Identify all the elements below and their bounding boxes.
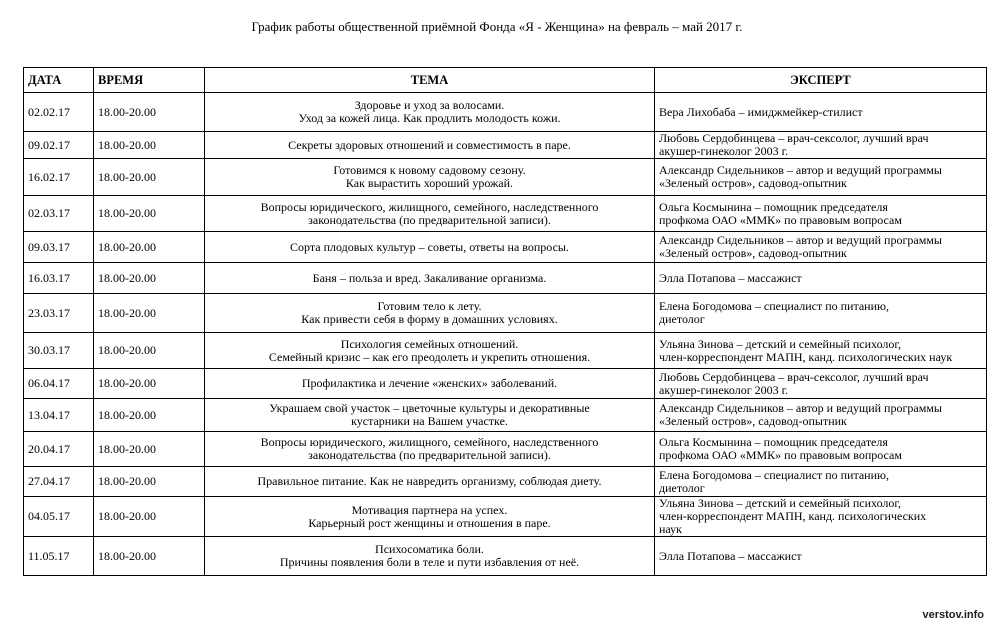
topic-cell <box>205 159 655 196</box>
topic-line: Правильное питание. Как не навредить организму, соблюдая диету. <box>257 474 602 488</box>
table-row <box>24 159 987 196</box>
date-cell: 16.02.17 <box>24 159 94 196</box>
table-row <box>24 263 987 294</box>
topic-line: Сорта плодовых культур – советы, ответы на вопросы. <box>290 239 569 254</box>
date-cell: 20.04.17 <box>24 432 94 467</box>
table-row <box>24 369 987 399</box>
expert-cell <box>655 159 987 196</box>
topic-line: Как привести себя в форму в домашних условиях. <box>301 312 558 326</box>
topic-line: Вопросы юридического, жилищного, семейного, наследственного <box>260 199 599 214</box>
expert-line: Элла Потапова – массажист <box>659 270 802 285</box>
table-row <box>24 333 987 369</box>
topic-line: законодательства (по предварительной записи). <box>308 212 551 227</box>
time-cell: 18.00-20.00 <box>94 294 205 333</box>
expert-line: Любовь Сердобинцева – врач-сексолог, лучший врач <box>659 131 929 145</box>
time-cell: 18.00-20.00 <box>94 399 205 432</box>
expert-line: Александр Сидельников – автор и ведущий программы <box>659 163 942 177</box>
time-cell: 18.00-20.00 <box>94 432 205 467</box>
expert-line: «Зеленый остров», садовод-опытник <box>659 414 847 428</box>
topic-line: законодательства (по предварительной записи). <box>308 448 551 462</box>
date-cell: 23.03.17 <box>24 294 94 333</box>
topic-cell <box>205 263 655 294</box>
expert-cell <box>655 196 987 232</box>
expert-line: член-корреспондент МАПН, канд. психологических <box>659 509 927 523</box>
date-cell: 27.04.17 <box>24 467 94 497</box>
time-cell: 18.00-20.00 <box>94 333 205 369</box>
topic-line: Мотивация партнера на успех. <box>351 502 508 517</box>
expert-line: Ульяна Зинова – детский и семейный психолог, <box>659 496 901 510</box>
table-header-row <box>24 68 987 93</box>
topic-cell <box>205 93 655 132</box>
date-cell: 02.02.17 <box>24 93 94 132</box>
topic-cell <box>205 432 655 467</box>
time-cell: 18.00-20.00 <box>94 467 205 497</box>
expert-line: Элла Потапова – массажист <box>659 548 802 563</box>
table-row <box>24 467 987 497</box>
table-row <box>24 432 987 467</box>
topic-cell <box>205 467 655 497</box>
column-header-topic: ТЕМА <box>205 68 655 93</box>
expert-cell <box>655 497 987 537</box>
date-cell: 11.05.17 <box>24 537 94 576</box>
topic-line: Готовимся к новому садовому сезону. <box>333 163 526 177</box>
expert-cell <box>655 369 987 399</box>
expert-line: член-корреспондент МАПН, канд. психологических наук <box>659 349 953 364</box>
topic-line: Психология семейных отношений. <box>340 336 519 351</box>
time-cell: 18.00-20.00 <box>94 93 205 132</box>
expert-line: Александр Сидельников – автор и ведущий программы <box>659 233 942 247</box>
table-row <box>24 196 987 232</box>
topic-line: Уход за кожей лица. Как продлить молодость кожи. <box>298 111 561 125</box>
expert-line: Ольга Космынина – помощник председателя <box>659 435 888 449</box>
date-cell: 09.02.17 <box>24 132 94 159</box>
expert-cell <box>655 432 987 467</box>
date-cell: 13.04.17 <box>24 399 94 432</box>
date-cell: 30.03.17 <box>24 333 94 369</box>
topic-cell <box>205 333 655 369</box>
table-row <box>24 537 987 576</box>
table-row <box>24 399 987 432</box>
expert-line: Любовь Сердобинцева – врач-сексолог, лучший врач <box>659 369 929 384</box>
topic-cell <box>205 132 655 159</box>
time-cell: 18.00-20.00 <box>94 263 205 294</box>
topic-cell <box>205 537 655 576</box>
expert-cell <box>655 467 987 497</box>
time-cell: 18.00-20.00 <box>94 369 205 399</box>
time-cell: 18.00-20.00 <box>94 132 205 159</box>
expert-cell <box>655 333 987 369</box>
expert-line: Ольга Космынина – помощник председателя <box>659 199 888 214</box>
time-cell: 18.00-20.00 <box>94 497 205 537</box>
topic-line: кустарники на Вашем участке. <box>351 414 508 428</box>
expert-line: акушер-гинеколог 2003 г. <box>659 144 789 158</box>
time-cell: 18.00-20.00 <box>94 232 205 263</box>
table-row <box>24 132 987 159</box>
date-cell: 09.03.17 <box>24 232 94 263</box>
watermark: verstov.info <box>922 609 984 621</box>
topic-line: Карьерный рост женщины и отношения в паре. <box>308 515 551 530</box>
page-title: График работы общественной приёмной Фонда «Я - Женщина» на февраль – май 2017 г. <box>251 19 743 34</box>
expert-cell <box>655 537 987 576</box>
expert-line: «Зеленый остров», садовод-опытник <box>659 176 847 190</box>
expert-cell <box>655 93 987 132</box>
time-cell: 18.00-20.00 <box>94 159 205 196</box>
expert-cell <box>655 263 987 294</box>
topic-line: Причины появления боли в теле и пути избавления от неё. <box>279 555 580 569</box>
expert-line: Елена Богодомова – специалист по питанию, <box>659 299 889 313</box>
topic-cell <box>205 294 655 333</box>
expert-line: Елена Богодомова – специалист по питанию, <box>659 467 889 482</box>
table-row <box>24 497 987 537</box>
table-body <box>24 93 987 576</box>
table-row <box>24 93 987 132</box>
topic-line: Психосоматика боли. <box>375 542 484 556</box>
expert-line: профкома ОАО «ММК» по правовым вопросам <box>659 212 902 227</box>
column-header-date: ДАТА <box>24 68 94 93</box>
topic-cell <box>205 369 655 399</box>
expert-line: «Зеленый остров», садовод-опытник <box>659 246 847 260</box>
time-cell: 18.00-20.00 <box>94 537 205 576</box>
time-cell: 18.00-20.00 <box>94 196 205 232</box>
topic-cell <box>205 399 655 432</box>
expert-cell <box>655 294 987 333</box>
topic-line: Как вырастить хороший урожай. <box>345 176 514 190</box>
column-header-expert: ЭКСПЕРТ <box>655 68 987 93</box>
topic-line: Секреты здоровых отношений и совместимость в паре. <box>288 137 571 152</box>
expert-line: Ульяна Зинова – детский и семейный психолог, <box>659 336 901 351</box>
expert-line: профкома ОАО «ММК» по правовым вопросам <box>659 448 902 462</box>
date-cell: 16.03.17 <box>24 263 94 294</box>
expert-line: акушер-гинеколог 2003 г. <box>659 382 789 397</box>
topic-cell <box>205 232 655 263</box>
expert-cell <box>655 399 987 432</box>
topic-line: Семейный кризис – как его преодолеть и укрепить отношения. <box>268 349 591 364</box>
expert-cell <box>655 132 987 159</box>
topic-line: Вопросы юридического, жилищного, семейного, наследственного <box>260 435 599 449</box>
topic-line: Украшаем свой участок – цветочные культуры и декоративные <box>269 401 590 415</box>
column-header-time: ВРЕМЯ <box>94 68 205 93</box>
expert-line: Вера Лихобаба – имиджмейкер-стилист <box>659 104 863 119</box>
expert-cell <box>655 232 987 263</box>
expert-line: диетолог <box>659 480 705 495</box>
date-cell: 06.04.17 <box>24 369 94 399</box>
date-cell: 04.05.17 <box>24 497 94 537</box>
date-cell: 02.03.17 <box>24 196 94 232</box>
expert-line: наук <box>659 522 682 536</box>
expert-line: Александр Сидельников – автор и ведущий программы <box>659 401 942 415</box>
table-row <box>24 294 987 333</box>
topic-line: Готовим тело к лету. <box>377 299 482 313</box>
topic-line: Здоровье и уход за волосами. <box>354 98 505 112</box>
topic-cell <box>205 497 655 537</box>
topic-cell <box>205 196 655 232</box>
topic-line: Баня – польза и вред. Закаливание организма. <box>312 270 547 285</box>
expert-line: диетолог <box>659 312 705 326</box>
topic-line: Профилактика и лечение «женских» заболеваний. <box>301 376 558 390</box>
schedule-table <box>23 67 987 576</box>
table-row <box>24 232 987 263</box>
